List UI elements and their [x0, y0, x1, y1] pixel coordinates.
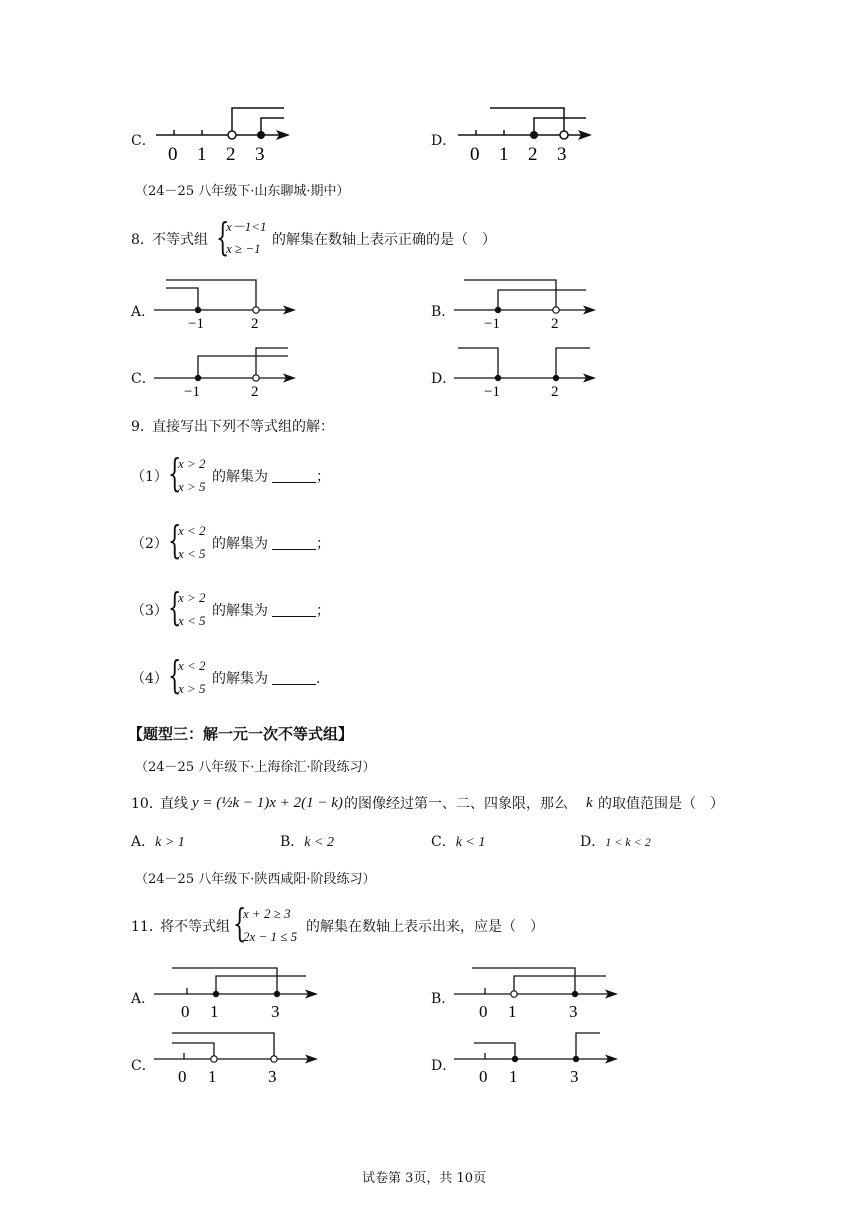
tick-label: 2 — [251, 316, 259, 332]
tick-label: 0 — [178, 1067, 187, 1086]
tick-label: 0 — [479, 1002, 488, 1021]
tick-label: 3 — [569, 1002, 578, 1021]
q8-prompt-pre: 不等式组 — [152, 232, 208, 248]
q8-system-line2: x ≥ −1 — [226, 241, 261, 256]
option-value: k > 1 — [155, 835, 185, 850]
tick-label: 2 — [528, 144, 538, 165]
q11-option-a-label: A． — [131, 991, 156, 1007]
q10-option-a[interactable] — [131, 835, 185, 850]
option-label: D． — [580, 834, 606, 850]
q9-item-label: （4） — [131, 671, 168, 687]
system-line1: x < 2 — [178, 523, 206, 538]
system-brace: { — [168, 653, 182, 697]
q11-option-b-label: B． — [431, 991, 456, 1007]
system-brace: { — [168, 585, 182, 629]
tick-label: 2 — [251, 384, 259, 400]
q10-option-c[interactable] — [431, 835, 485, 850]
q7-option-d-number-line — [452, 100, 602, 170]
option-value: 1 < k < 2 — [605, 835, 651, 849]
q8-option-d-number-line — [450, 338, 600, 400]
answer-blank[interactable] — [272, 537, 316, 550]
tick-label: 3 — [268, 1067, 277, 1086]
q11-source: （24－25 八年级下·陕西咸阳·阶段练习） — [135, 872, 376, 887]
q11-option-c-number-line — [150, 1025, 325, 1091]
q7-option-c-number-line — [150, 100, 300, 170]
q8-option-a-label: A． — [131, 304, 156, 320]
q10-option-b[interactable] — [280, 835, 334, 850]
q7-option-d-label: D． — [431, 133, 457, 149]
q9-item-label: （1） — [131, 469, 168, 485]
section-heading: 【题型三：解一元一次不等式组】 — [128, 725, 354, 743]
q8-source: （24－25 八年级下·山东聊城·期中） — [135, 184, 350, 199]
q11-option-a-number-line — [150, 960, 325, 1026]
system-line1: x < 2 — [178, 658, 206, 673]
q10-prompt-c: 的取值范围是（ ） — [598, 796, 724, 812]
q10-prompt-a: 直线 — [160, 796, 188, 812]
q8-option-d-label: D． — [431, 371, 457, 387]
tick-label: 1 — [508, 1002, 517, 1021]
q9-item-text: 的解集为 — [212, 469, 268, 485]
system-line2: x > 5 — [178, 479, 206, 494]
tick-label: 3 — [557, 144, 567, 165]
q10-var-k: k — [586, 795, 593, 811]
q8-option-b-number-line — [450, 270, 600, 332]
q10-option-d[interactable] — [580, 835, 651, 849]
tick-label: −1 — [188, 316, 204, 332]
tick-label: 2 — [551, 316, 559, 332]
q11-system-line1: x + 2 ≥ 3 — [243, 906, 291, 921]
answer-blank[interactable] — [272, 672, 316, 685]
q9-prompt: 直接写出下列不等式组的解： — [152, 419, 334, 435]
system-brace: { — [168, 518, 182, 562]
q11-system-brace: { — [233, 901, 247, 945]
q9-item-label: （2） — [131, 536, 168, 552]
tick-label: −1 — [184, 384, 200, 400]
system-brace: { — [168, 451, 182, 495]
q8-option-a-number-line — [150, 270, 300, 332]
q9-item-label: （3） — [131, 603, 168, 619]
tick-label: 0 — [181, 1002, 190, 1021]
page-footer: 试卷第 3页，共 10页 — [362, 1171, 487, 1186]
option-label: C． — [431, 834, 456, 850]
system-line1: x > 2 — [178, 456, 206, 471]
tick-label: 1 — [208, 1067, 217, 1086]
q8-system-line1: x－1<1 — [226, 219, 267, 234]
q8-option-b-label: B． — [431, 304, 456, 320]
q11-system-line2: 2x − 1 ≤ 5 — [243, 929, 298, 944]
tick-label: 1 — [499, 144, 509, 165]
tick-label: 0 — [168, 144, 178, 165]
answer-blank[interactable] — [272, 470, 316, 483]
q11-prompt-post: 的解集在数轴上表示出来，应是（ ） — [306, 919, 544, 935]
answer-blank[interactable] — [272, 604, 316, 617]
q8-system-brace: { — [216, 215, 230, 259]
tick-label: 3 — [570, 1067, 579, 1086]
q9-item-end: ； — [316, 536, 330, 552]
q9-item-text: 的解集为 — [212, 671, 268, 687]
q9-item-end: ； — [316, 469, 330, 485]
q9-number: 9． — [131, 419, 154, 435]
q8-prompt-post: 的解集在数轴上表示正确的是（ ） — [272, 232, 496, 248]
option-label: B． — [280, 834, 305, 850]
q8-option-c-label: C． — [131, 371, 156, 387]
q7-option-c-label: C． — [131, 133, 156, 149]
q10-equation: y = (½k − 1)x + 2(1 − k) — [192, 795, 343, 811]
system-line2: x < 5 — [178, 613, 206, 628]
q11-option-c-label: C． — [131, 1058, 156, 1074]
q11-option-d-label: D． — [431, 1058, 457, 1074]
option-value: k < 1 — [455, 835, 486, 850]
tick-label: −1 — [484, 384, 500, 400]
q9-item-text: 的解集为 — [212, 603, 268, 619]
q9-item-text: 的解集为 — [212, 536, 268, 552]
system-line1: x > 2 — [178, 590, 206, 605]
q8-number: 8． — [131, 232, 154, 248]
system-line2: x < 5 — [178, 546, 206, 561]
tick-label: 0 — [470, 144, 480, 165]
q11-option-d-number-line — [450, 1025, 625, 1091]
q11-number: 11． — [131, 919, 163, 935]
tick-label: 1 — [210, 1002, 219, 1021]
q10-source: （24－25 八年级下·上海徐汇·阶段练习） — [135, 760, 376, 775]
tick-label: 3 — [255, 144, 265, 165]
tick-label: 3 — [271, 1002, 280, 1021]
tick-label: 1 — [509, 1067, 518, 1086]
q9-item-end: ； — [316, 603, 330, 619]
q9-item-end: ． — [316, 671, 330, 687]
tick-label: 2 — [226, 144, 236, 165]
q8-option-c-number-line — [150, 338, 300, 400]
tick-label: 1 — [197, 144, 207, 165]
option-label: A． — [131, 834, 156, 850]
option-value: k < 2 — [304, 835, 334, 850]
q10-prompt-b: 的图像经过第一、二、四象限，那么 — [344, 796, 568, 812]
q11-prompt-pre: 将不等式组 — [160, 919, 230, 935]
tick-label: 0 — [479, 1067, 488, 1086]
q11-option-b-number-line — [450, 960, 625, 1026]
tick-label: 2 — [551, 384, 559, 400]
tick-label: −1 — [484, 316, 500, 332]
system-line2: x > 5 — [178, 681, 206, 696]
q10-number: 10． — [131, 796, 163, 812]
